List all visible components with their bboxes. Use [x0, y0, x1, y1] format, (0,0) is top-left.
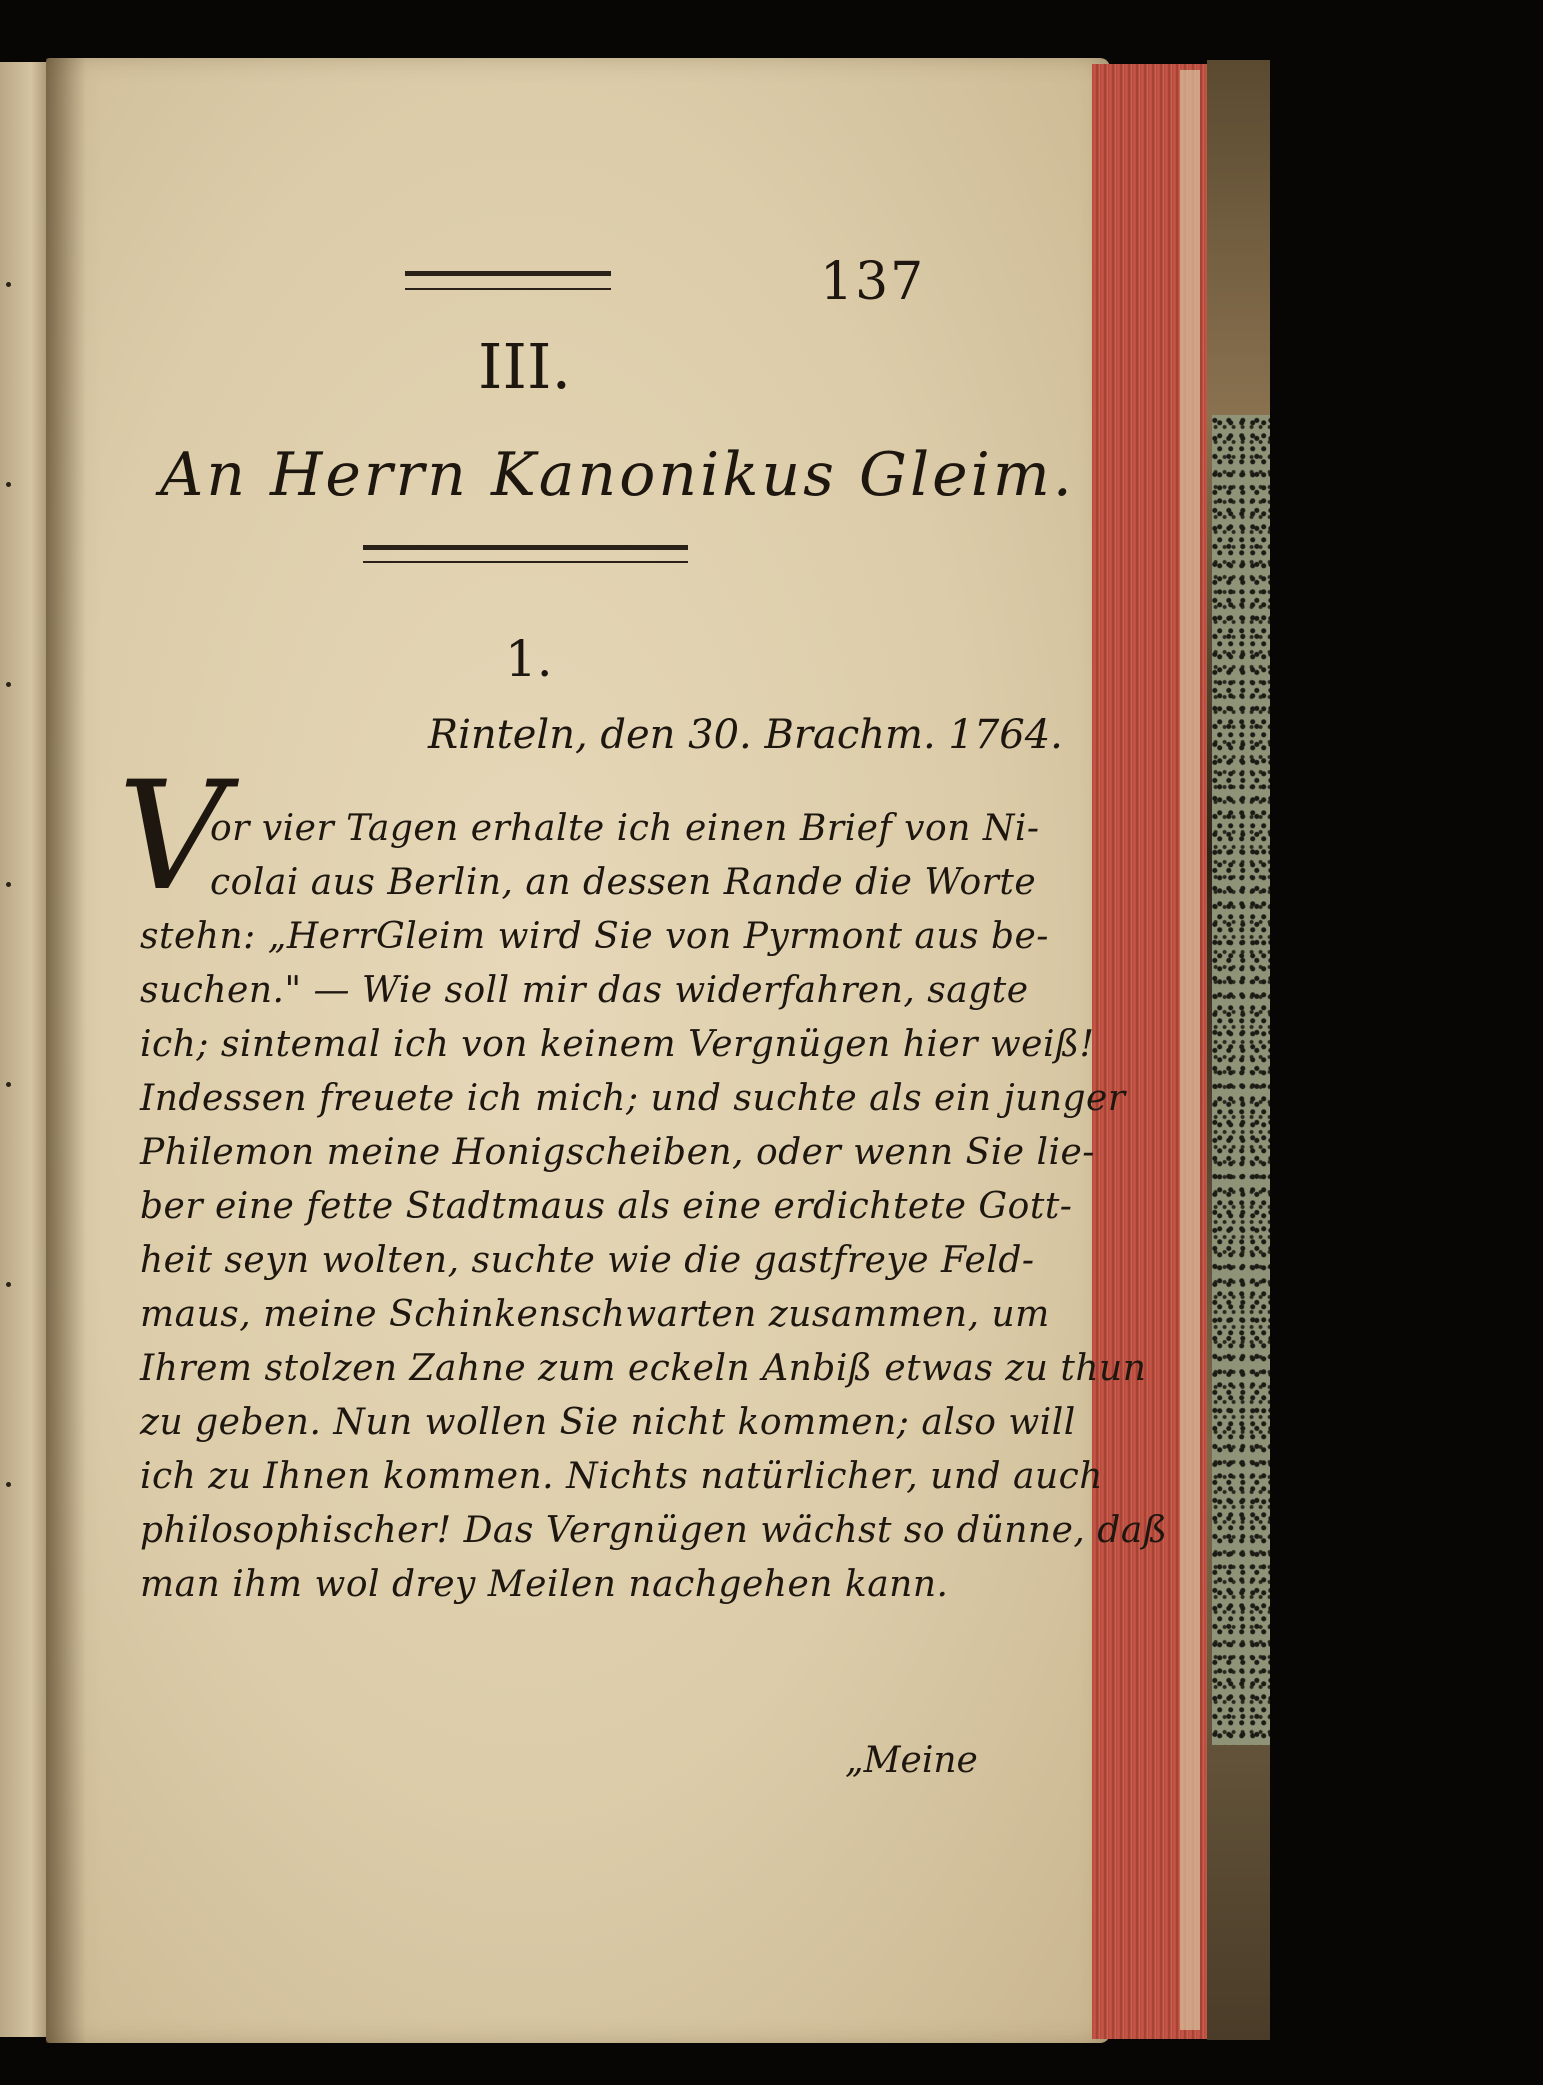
- text-line: ber eine fette Stadtmaus als eine erdichtete Gott-: [140, 1186, 1073, 1227]
- text-line: suchen." — Wie soll mir das widerfahren, sagte: [140, 970, 1029, 1011]
- page-mark: [6, 682, 11, 687]
- page-mark: [6, 282, 11, 287]
- page-mark: [6, 1282, 11, 1287]
- text-line: Indessen freuete ich mich; und suchte als ein junger: [140, 1078, 1126, 1119]
- previous-page-edge: [0, 62, 52, 2037]
- page-mark: [6, 1482, 11, 1487]
- letter-heading: An Herrn Kanonikus Gleim.: [160, 440, 1075, 510]
- text-line: heit seyn wolten, suchte wie die gastfreye Feld-: [140, 1240, 1035, 1281]
- page-gutter: [46, 58, 86, 2043]
- page-mark: [6, 882, 11, 887]
- text-line: ich; sintemal ich von keinem Vergnügen hier weiß!: [140, 1024, 1095, 1065]
- catchword: „Meine: [845, 1740, 978, 1781]
- heading-rule: [363, 545, 688, 563]
- text-line: colai aus Berlin, an dessen Rande die Worte: [210, 862, 1037, 903]
- page-mark: [6, 482, 11, 487]
- text-line: Ihrem stolzen Zahne zum eckeln Anbiß etwas zu thun: [140, 1348, 1147, 1389]
- text-line: maus, meine Schinkenschwarten zusammen, um: [140, 1294, 1050, 1335]
- dateline: Rinteln, den 30. Brachm. 1764.: [428, 712, 1063, 758]
- page-mark: [6, 1082, 11, 1087]
- text-line: zu geben. Nun wollen Sie nicht kommen; also will: [140, 1402, 1076, 1443]
- text-line: stehn: „HerrGleim wird Sie von Pyrmont aus be-: [140, 916, 1049, 957]
- cover-marbling: [1212, 415, 1270, 1745]
- header-rule: [405, 271, 611, 290]
- text-line: Philemon meine Honigscheiben, oder wenn Sie lie-: [140, 1132, 1095, 1173]
- chapter-number: III.: [478, 330, 572, 403]
- text-line: or vier Tagen erhalte ich einen Brief von Ni-: [210, 808, 1040, 849]
- letter-number: 1.: [505, 630, 553, 688]
- text-line: man ihm wol drey Meilen nachgehen kann.: [140, 1564, 949, 1605]
- text-line: ich zu Ihnen kommen. Nichts natürlicher, und auch: [140, 1456, 1103, 1497]
- drop-cap: V: [118, 750, 227, 924]
- page-number: 137: [820, 252, 926, 312]
- text-line: philosophischer! Das Vergnügen wächst so dünne, daß: [140, 1510, 1168, 1551]
- page-block-highlight: [1180, 70, 1200, 2030]
